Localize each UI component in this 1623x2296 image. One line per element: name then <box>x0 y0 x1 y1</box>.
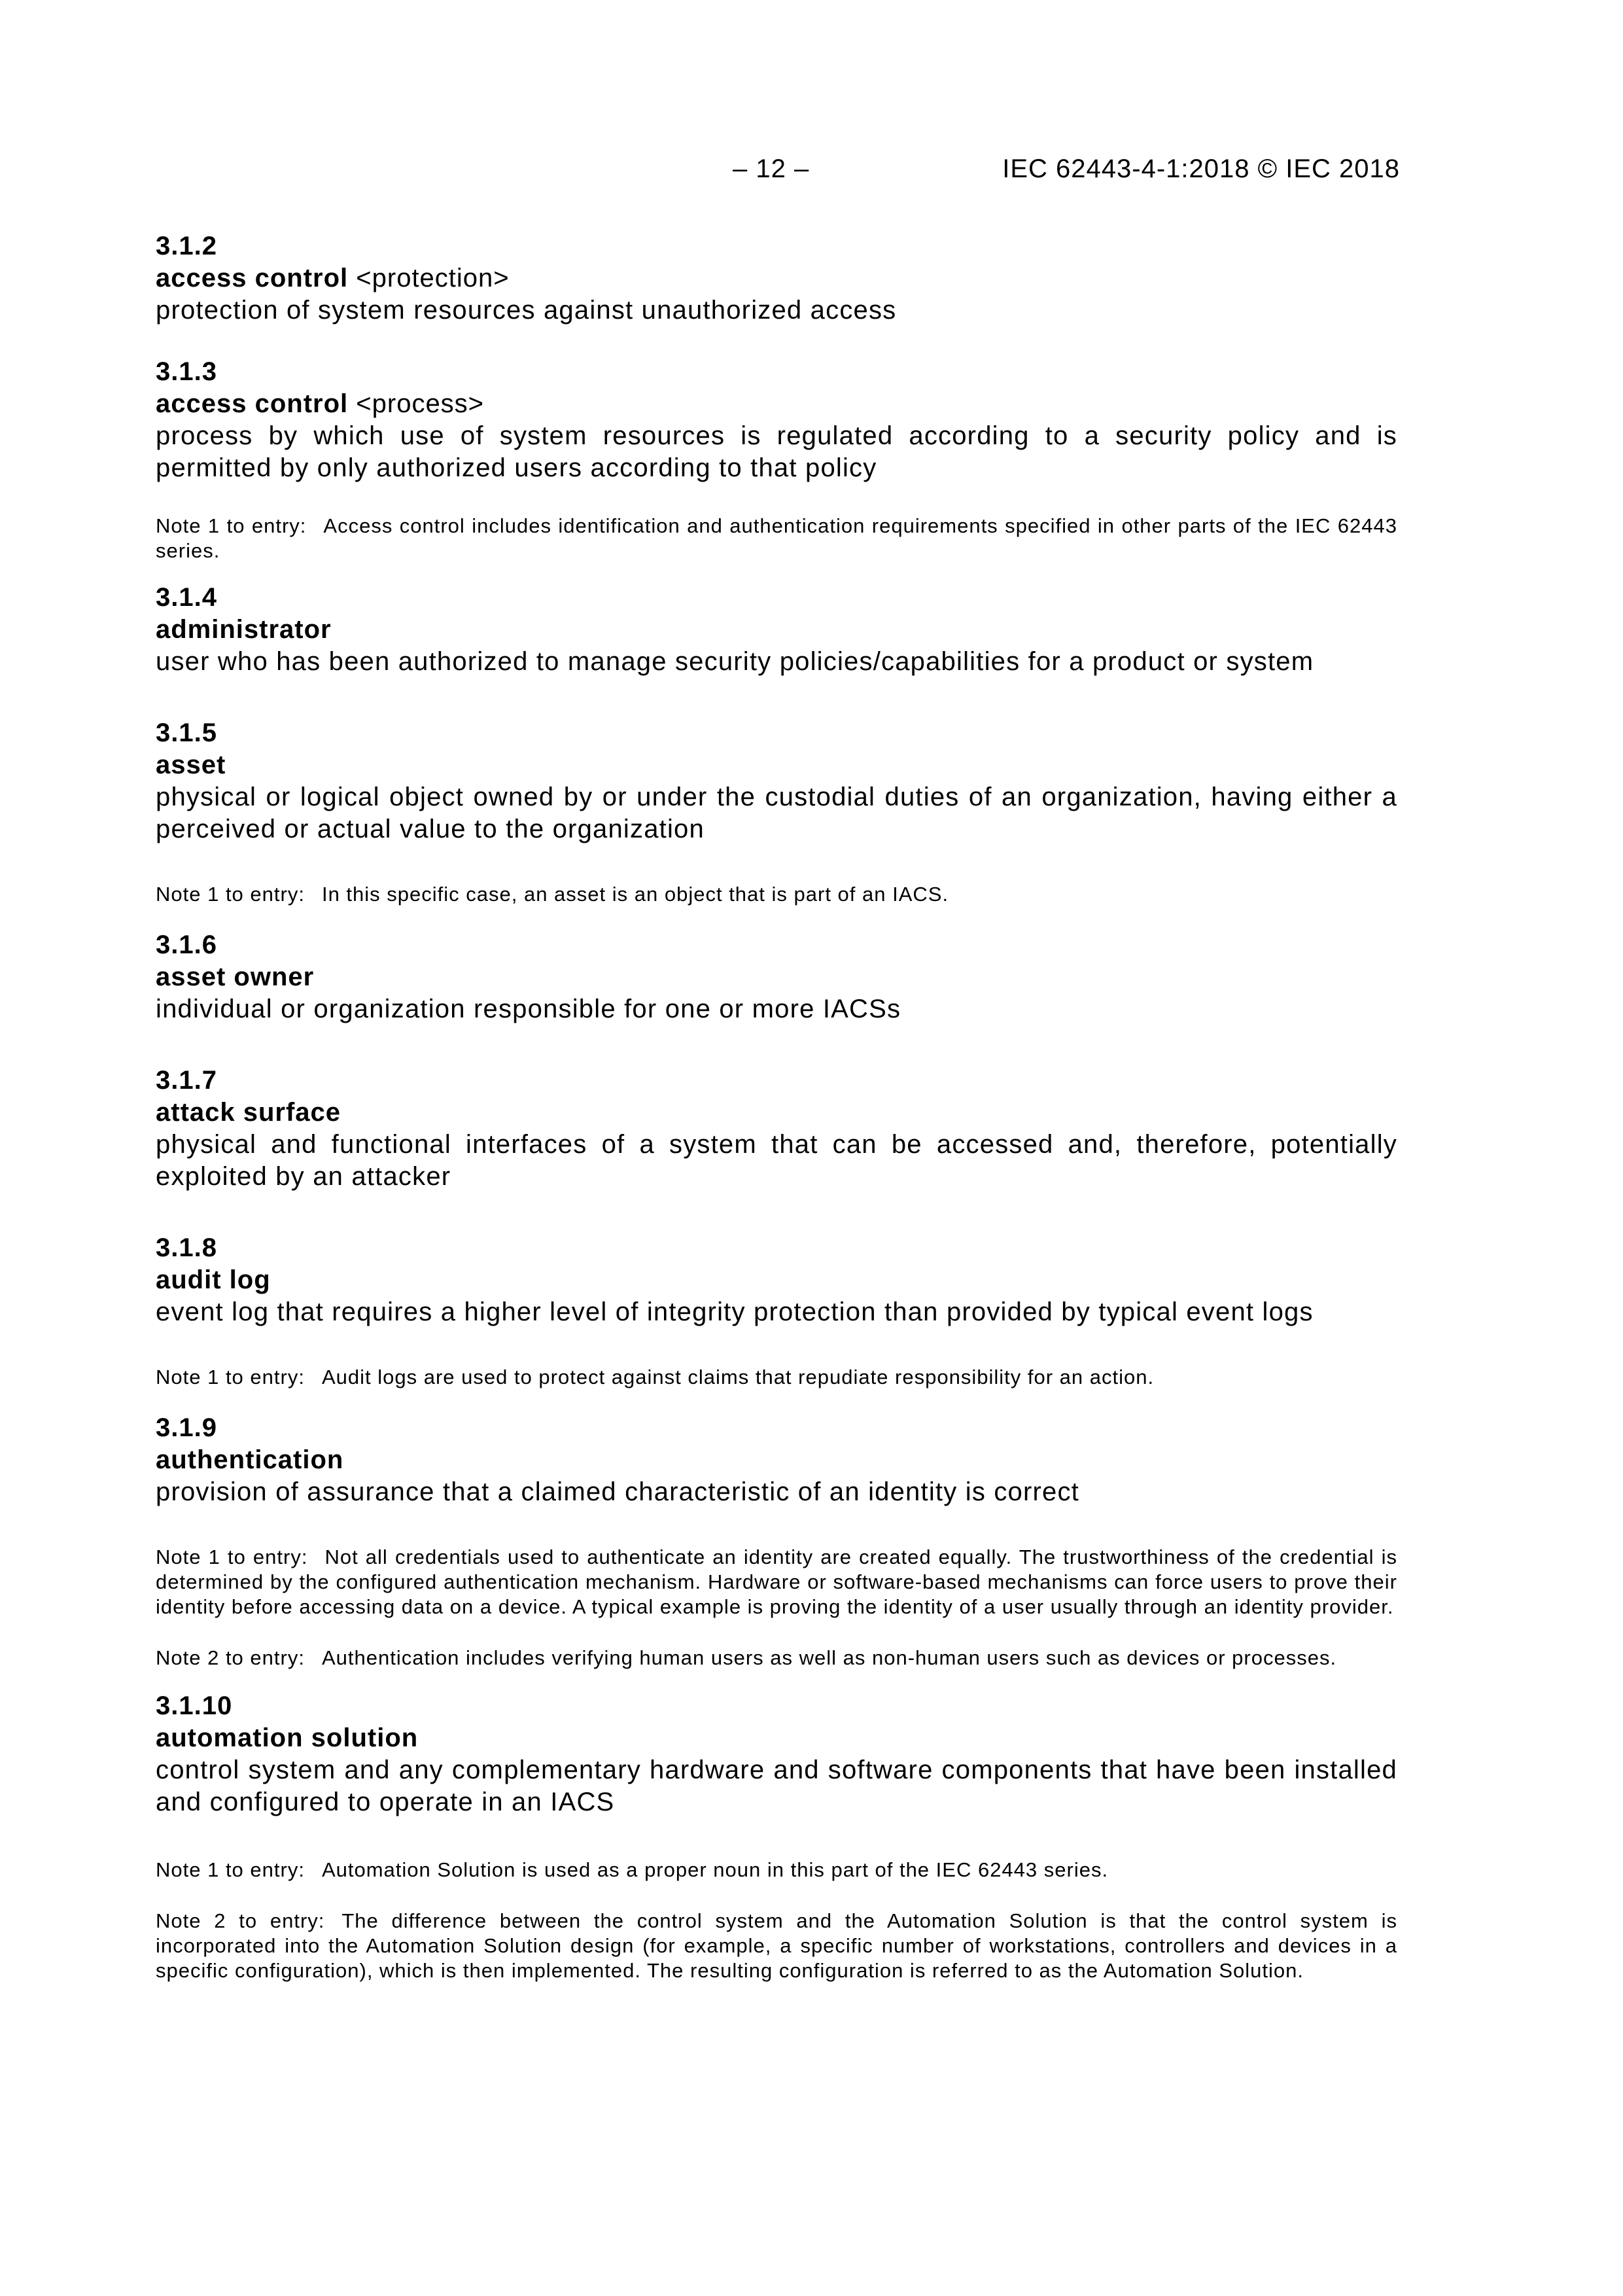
term-entry <box>156 230 1397 327</box>
term-definition: process by which use of system resources is regulated according to a security policy and is permitted by only authorized users according to that policy <box>156 421 1397 482</box>
term-name-text: audit log <box>156 1265 271 1294</box>
term-definition: provision of assurance that a claimed characteristic of an identity is correct <box>156 1477 1079 1506</box>
note-label: Note 2 to entry: <box>156 1646 305 1669</box>
term-name <box>156 262 1397 294</box>
term-qualifier: <protection> <box>356 264 510 292</box>
term-definition: control system and any complementary hardware and software components that have been installed and configured to operate in an IACS <box>156 1756 1397 1816</box>
term-note <box>156 1545 1397 1619</box>
note-text: Audit logs are used to protect against claims that repudiate responsibility for an action. <box>321 1366 1155 1388</box>
term-entry <box>156 1232 1397 1390</box>
term-entry <box>156 582 1397 678</box>
note-text: In this specific case, an asset is an object that is part of an IACS. <box>321 883 949 906</box>
note-label: Note 1 to entry: <box>156 883 305 906</box>
term-number: 3.1.5 <box>156 718 217 747</box>
term-name <box>156 1264 1397 1296</box>
term-name-text: access control <box>156 389 349 418</box>
note-label: Note 1 to entry: <box>156 514 307 537</box>
term-name-text: attack surface <box>156 1098 341 1127</box>
term-entry <box>156 717 1397 907</box>
term-name <box>156 388 1397 420</box>
term-number: 3.1.6 <box>156 930 217 959</box>
term-name <box>156 961 1397 993</box>
term-name-text: administrator <box>156 615 332 644</box>
term-definition: physical and functional interfaces of a system that can be accessed and, therefore, potentially exploited by an attacker <box>156 1130 1397 1191</box>
term-entry <box>156 929 1397 1025</box>
note-text: Automation Solution is used as a proper noun in this part of the IEC 62443 series. <box>321 1858 1109 1881</box>
note-label: Note 1 to entry: <box>156 1858 305 1881</box>
term-name <box>156 614 1397 646</box>
term-note <box>156 1646 1397 1670</box>
term-number: 3.1.8 <box>156 1233 217 1262</box>
term-number: 3.1.3 <box>156 357 217 386</box>
term-name <box>156 749 1397 781</box>
term-name-text: asset <box>156 751 226 779</box>
term-note <box>156 514 1397 563</box>
note-label: Note 1 to entry: <box>156 1366 305 1388</box>
note-text: Access control includes identification and authentication requirements specified in other parts of the IEC 62443 series. <box>156 514 1398 562</box>
term-name-text: authentication <box>156 1445 344 1474</box>
term-number: 3.1.10 <box>156 1691 233 1720</box>
term-name <box>156 1722 1397 1754</box>
note-text: Authentication includes verifying human users as well as non-human users such as devices or processes. <box>321 1646 1337 1669</box>
term-entry <box>156 356 1397 563</box>
term-entry <box>156 1690 1397 1983</box>
term-note <box>156 882 1397 907</box>
term-name-text: automation solution <box>156 1723 419 1752</box>
term-name-text: access control <box>156 264 349 292</box>
term-note <box>156 1909 1397 1983</box>
term-number: 3.1.7 <box>156 1066 217 1095</box>
note-text: The difference between the control system and the Automation Solution is that the control system is incorporated into the Automation Solution design (for example, a specific number of workstations, controllers and devices in a specific configuration), which is then implemented. The resulting configuration is referred to as the Automation Solution. <box>156 1909 1397 1982</box>
note-label: Note 2 to entry: <box>156 1909 325 1932</box>
term-note <box>156 1365 1397 1390</box>
page-number: – 12 – <box>733 154 810 183</box>
term-definition: user who has been authorized to manage security policies/capabilities for a product or system <box>156 647 1314 676</box>
note-text: Not all credentials used to authenticate an identity are created equally. The trustworthiness of the credential is determined by the configured authentication mechanism. Hardware or software-based mechanisms can force users to prove their identity before accessing data on a device. A typical example is proving the identity of a user usually through an identity provider. <box>156 1545 1397 1618</box>
note-label: Note 1 to entry: <box>156 1545 308 1568</box>
term-definition: physical or logical object owned by or under the custodial duties of an organization, having either a perceived or actual value to the organization <box>156 783 1397 843</box>
term-number: 3.1.4 <box>156 583 217 612</box>
term-entry <box>156 1065 1397 1193</box>
terms-and-definitions <box>156 230 1397 1983</box>
term-definition: individual or organization responsible for one or more IACSs <box>156 995 901 1023</box>
term-definition: protection of system resources against unauthorized access <box>156 296 897 325</box>
term-qualifier: <process> <box>356 389 485 418</box>
term-number: 3.1.2 <box>156 232 217 260</box>
term-name <box>156 1097 1397 1129</box>
term-name-text: asset owner <box>156 963 315 991</box>
term-entry <box>156 1412 1397 1670</box>
term-number: 3.1.9 <box>156 1413 217 1442</box>
term-definition: event log that requires a higher level of integrity protection than provided by typical event logs <box>156 1298 1314 1326</box>
term-name <box>156 1444 1397 1476</box>
term-note <box>156 1858 1397 1882</box>
page-header <box>733 154 1400 194</box>
document-reference: IEC 62443-4-1:2018 © IEC 2018 <box>1002 154 1400 183</box>
